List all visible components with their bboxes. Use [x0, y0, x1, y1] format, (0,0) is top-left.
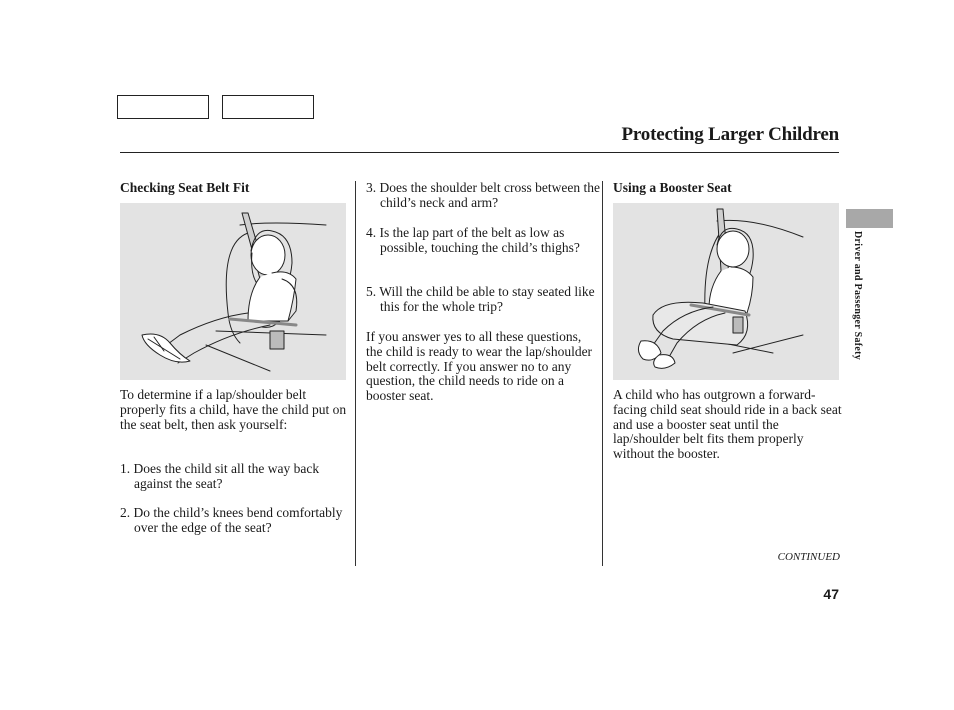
intro-paragraph: To determine if a lap/shoulder belt properly fits a child, have the child put on the seat belt, then ask yourself: [120, 387, 347, 432]
question-item-5: 5. Will the child be able to stay seated like this for the whole trip? [366, 284, 595, 314]
section-heading-booster-seat: Using a Booster Seat [613, 180, 732, 195]
question-item-3: 3. Does the shoulder belt cross between the child’s neck and arm? [366, 180, 600, 210]
illustration-booster-seat [613, 203, 839, 380]
page-title: Protecting Larger Children [621, 124, 839, 145]
page-number: 47 [823, 586, 839, 602]
illustration-child-seat-belt [120, 203, 346, 380]
section-tab[interactable] [846, 209, 893, 228]
child-seat-belt-drawing [120, 203, 346, 380]
booster-paragraph: A child who has outgrown a forward-facing child seat should ride in a back seat and use a booster seat until the lap/shoulder belt fits them properly without the booster. [613, 387, 842, 462]
booster-seat-drawing [613, 203, 839, 380]
title-rule [120, 152, 839, 153]
question-item-2: 2. Do the child’s knees bend comfortably over the edge of the seat? [120, 505, 343, 535]
section-tab-label: Driver and Passenger Safety [852, 231, 863, 361]
nav-button-main-menu[interactable] [117, 95, 209, 119]
question-item-4: 4. Is the lap part of the belt as low as possible, touching the child’s thighs? [366, 225, 580, 255]
question-item-1: 1. Does the child sit all the way back against the seat? [120, 461, 320, 491]
section-heading-seat-belt-fit: Checking Seat Belt Fit [120, 180, 250, 195]
continued-label: CONTINUED [777, 551, 840, 563]
nav-button-index[interactable] [222, 95, 314, 119]
conclusion-paragraph: If you answer yes to all these questions, the child is ready to wear the lap/shoulder belt correctly. If you answer no to any question, the child needs to ride on a booster seat. [366, 329, 593, 404]
